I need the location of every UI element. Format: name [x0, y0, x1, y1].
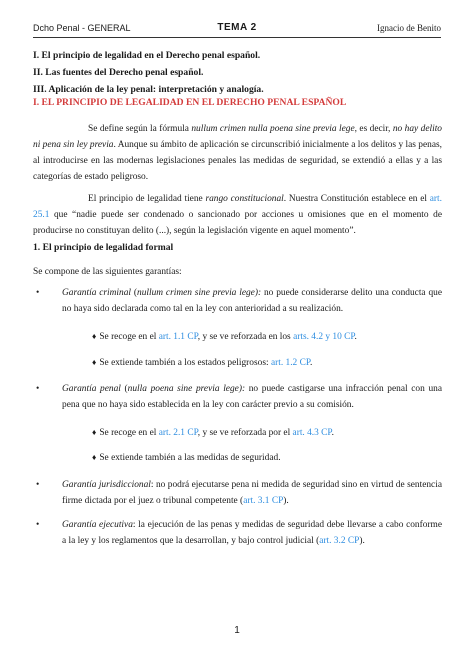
text-run: ): [254, 288, 262, 298]
header-course: Dcho Penal - GENERAL [33, 23, 131, 33]
bullet-icon: • [36, 288, 40, 298]
text-run: . [354, 332, 357, 342]
guarantee-criminal [36, 285, 442, 317]
article-link[interactable]: art. 2.1 CP [158, 428, 198, 438]
text-run: Se extiende también a los estados peligrosos: [99, 358, 271, 368]
text-run: , es decir, [354, 124, 393, 134]
text-run: , y se ve reforzada por el [197, 428, 293, 438]
text-run: Se recoge en el [99, 332, 159, 342]
latin-maxim: nullum crimen nulla poena sine previa lege [191, 124, 355, 134]
header-divider [33, 37, 441, 38]
header-topic: TEMA 2 [217, 22, 257, 33]
text-run: ). [359, 536, 365, 546]
toc-item: II. Las fuentes del Derecho penal español. [33, 67, 204, 78]
article-link[interactable]: art. 3.2 CP [319, 536, 360, 546]
text-run: , y se ve reforzada en los [197, 332, 294, 342]
text-run: Se extiende también a las medidas de seguridad. [99, 453, 281, 463]
latin-maxim: nullum crimen sine previa lege [137, 288, 255, 298]
guarantee-jurisdictional [36, 477, 442, 509]
latin-maxim: nulla poena sine previa lege): [127, 384, 246, 394]
text-run: El principio de legalidad tiene [88, 194, 206, 204]
section-title: I. EL PRINCIPIO DE LEGALIDAD EN EL DERECHO PENAL ESPAÑOL [33, 97, 347, 108]
guarantee-name: Garantía penal [62, 384, 121, 394]
diamond-bullet-icon: ♦ [92, 452, 97, 462]
text-run: no puede castigarse una infracción penal con una pena que no haya sido establecida en la ley con carácter previo a su comisión. [62, 384, 443, 410]
bullet-icon: • [36, 480, 40, 490]
toc-item: I. El principio de legalidad en el Derecho penal español. [33, 50, 261, 61]
guarantee-name: Garantía criminal [62, 288, 132, 298]
diamond-bullet-icon: ♦ [92, 357, 97, 367]
page-header [33, 23, 441, 37]
header-author: Ignacio de Benito [377, 23, 441, 33]
guarantee-penal [36, 381, 443, 413]
text-run: : la ejecución de las penas y medidas de seguridad debe llevarse a cabo conforme a la ley y los reglamentos que la desarrollan, y bajo control judicial ( [62, 520, 442, 546]
diamond-bullet-icon: ♦ [92, 331, 97, 341]
maxim-translation: no hay delito ni pena sin ley previa [33, 124, 442, 150]
guarantees-intro: Se compone de las siguientes garantías: [33, 267, 182, 277]
text-run: ( [120, 384, 128, 394]
text-run: . Aunque su ámbito de aplicación se circunscribió inicialmente a los delitos y las penas, al introducirse en las modernas legislaciones penales las medidas de seguridad, se extendió a ellas y a las categorías de estado peligroso. [33, 140, 442, 182]
text-run: : no podrá ejecutarse pena ni medida de seguridad sino en virtud de sentencia firme dictada por el juez o tribunal competente ( [62, 480, 442, 506]
article-link[interactable]: arts. 4.2 y 10 CP [293, 332, 355, 342]
toc-item: III. Aplicación de la ley penal: interpretación y analogía. [33, 84, 264, 95]
text-run: . Nuestra Constitución establece en el [283, 194, 430, 204]
article-link[interactable]: art. 1.1 CP [158, 332, 198, 342]
article-link[interactable]: art. 4.3 CP [292, 428, 332, 438]
diamond-bullet-icon: ♦ [92, 427, 97, 437]
text-run: que “nadie puede ser condenado o sancionado por acciones u omisiones que en el momento de producirse no constituyan delito (...), según la legislación vigente en aquel momento”. [33, 210, 442, 236]
article-link[interactable]: art. 3.1 CP [243, 496, 284, 506]
article-link[interactable]: art. 1.2 CP [270, 358, 311, 368]
table-of-contents [33, 47, 443, 98]
sub-item [92, 357, 312, 368]
sub-item [92, 331, 357, 342]
constitutional-paragraph [33, 191, 442, 239]
bullet-icon: • [36, 520, 40, 530]
sub-item [92, 452, 281, 463]
text-run: . [331, 428, 334, 438]
text-run: . [310, 358, 313, 368]
article-link[interactable]: art. 25.1 [33, 194, 442, 220]
page-number: 1 [234, 625, 240, 636]
text-run: Se define según la fórmula [88, 124, 192, 134]
guarantee-executive [36, 517, 442, 549]
guarantee-name: Garantía ejecutiva [62, 520, 133, 530]
sub-item [92, 427, 334, 438]
text-run: ). [283, 496, 289, 506]
bullet-icon: • [36, 384, 40, 394]
text-run: no puede considerarse delito una conducta que no haya sido declarada como tal en la ley con anterioridad a su realización. [62, 288, 442, 314]
subsection-title: 1. El principio de legalidad formal [33, 242, 174, 253]
text-run: ( [131, 288, 137, 298]
text-run: Se recoge en el [99, 428, 159, 438]
emphasis: rango constitucional [205, 194, 284, 204]
guarantee-name: Garantía jurisdiccional [62, 480, 151, 490]
definition-paragraph [33, 121, 442, 185]
